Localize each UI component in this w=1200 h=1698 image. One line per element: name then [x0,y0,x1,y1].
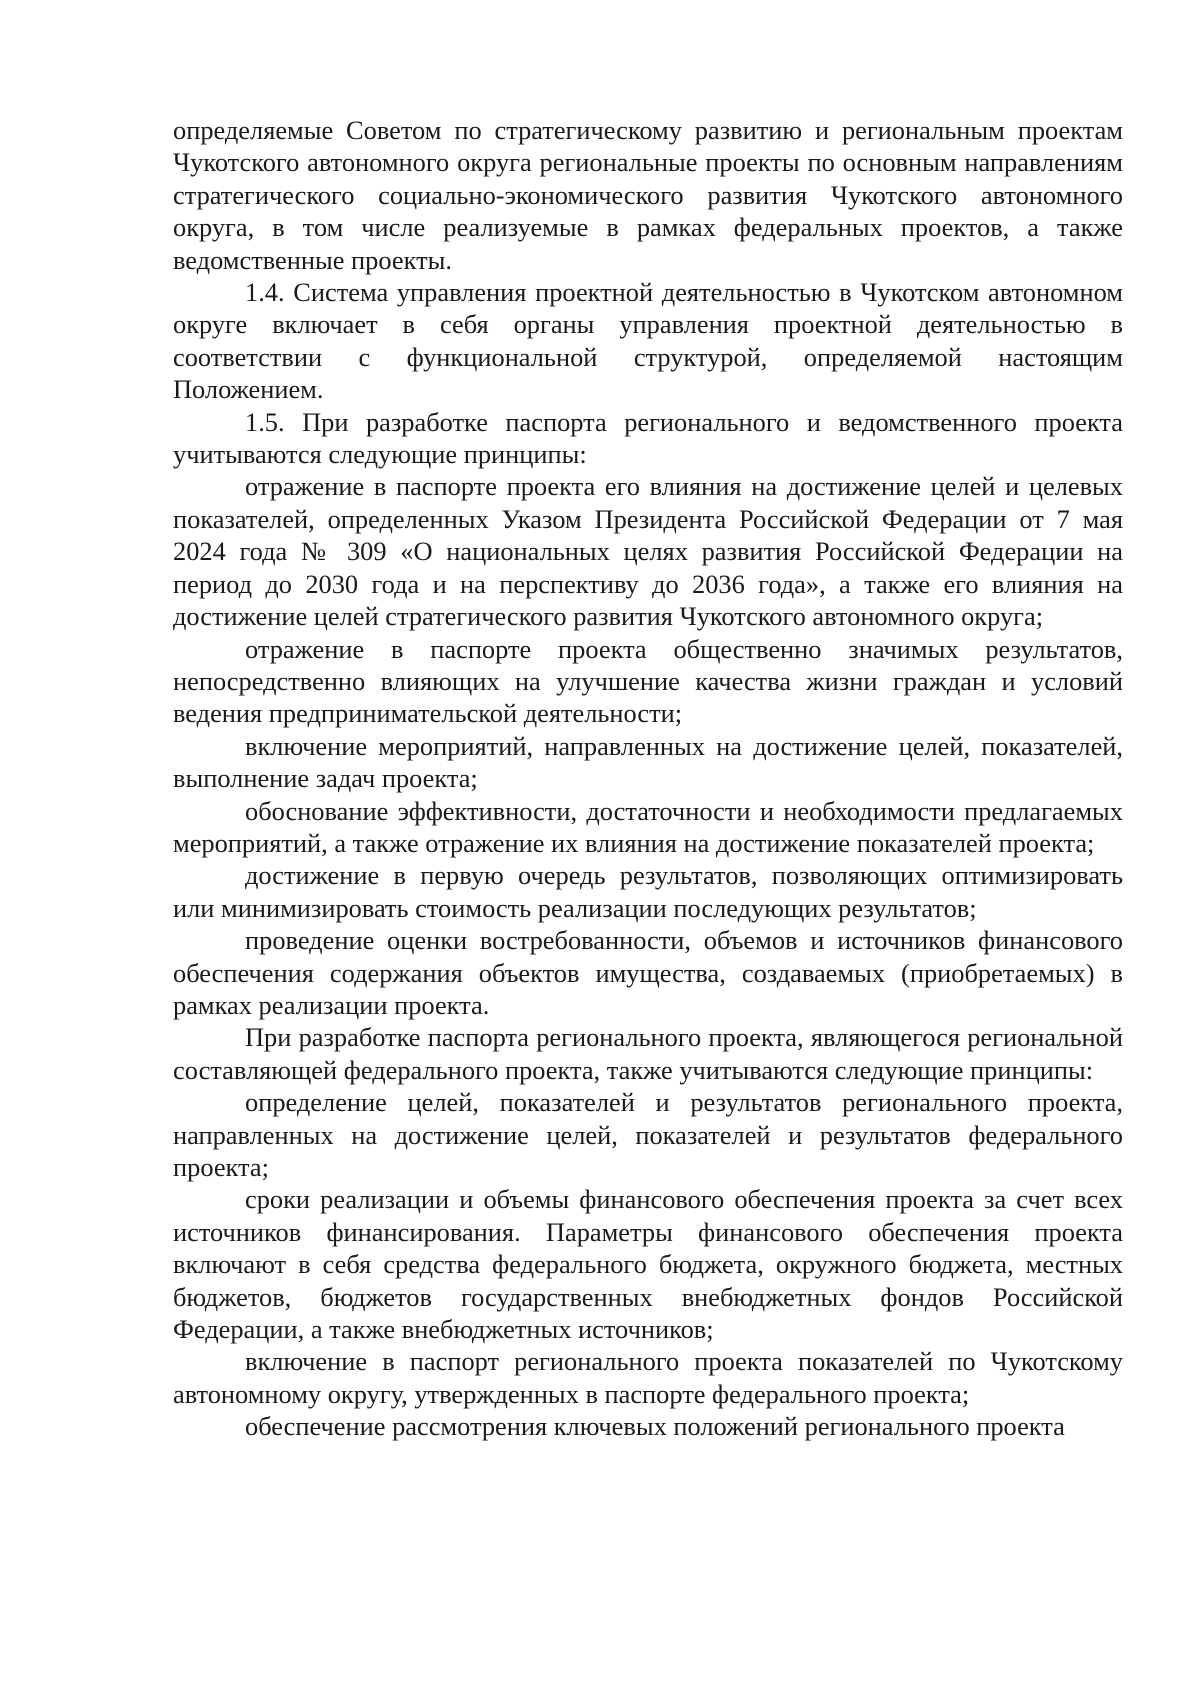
paragraph-principle-indicators: включение в паспорт регионального проекта показателей по Чукотскому автономному округу, утвержденных в паспорте федерального проекта; [173,1346,1123,1409]
paragraph-principle-financing: сроки реализации и объемы финансового обеспечения проекта за счет всех источников финансирования. Параметры финансового обеспечения проекта включают в себя средства федерального бюджета, окружного бюджета, местных бюджетов, бюджетов государственных внебюджетных фондов Российской Федерации, а также внебюджетных источников; [173,1184,1123,1345]
paragraph-principle-influence: отражение в паспорте проекта его влияния на достижение целей и целевых показателей, определенных Указом Президента Российской Федерации от 7 мая 2024 года № 309 «О национальных целях развития Российской Федерации на период до 2030 года и на перспективу до 2036 года», а также его влияния на достижение целей стратегического развития Чукотского автономного округа; [173,471,1123,632]
paragraph-principle-goals: определение целей, показателей и результатов регионального проекта, направленных на достижение целей, показателей и результатов федерального проекта; [173,1087,1123,1182]
paragraph-principle-priority: достижение в первую очередь результатов, позволяющих оптимизировать или минимизировать стоимость реализации последующих результатов; [173,860,1123,923]
paragraph-principle-results: отражение в паспорте проекта общественно значимых результатов, непосредственно влияющих на улучшение качества жизни граждан и условий ведения предпринимательской деятельности; [173,633,1123,729]
paragraph-principle-assessment: проведение оценки востребованности, объемов и источников финансового обеспечения содержания объектов имущества, создаваемых (приобретаемых) в рамках реализации проекта. [173,925,1123,1020]
paragraph-principle-review: обеспечение рассмотрения ключевых положений регионального проекта [245,1411,1065,1442]
paragraph-principle-justification: обоснование эффективности, достаточности и необходимости предлагаемых мероприятий, а также отражение их влияния на достижение показателей проекта; [173,795,1123,858]
document-body [173,114,1123,1443]
paragraph-clause-1-4: 1.4. Система управления проектной деятельностью в Чукотском автономном округе включает в себя органы управления проектной деятельностью в соответствии с функциональной структурой, определяемой настоящим Положением. [173,277,1123,405]
paragraph-continuation: определяемые Советом по стратегическому развитию и региональным проектам Чукотского автономного округа региональные проекты по основным направлениям стратегического социально-экономического развития Чукотского автономного округа, в том числе реализуемые в рамках федеральных проектов, а также ведомственные проекты. [173,115,1123,275]
paragraph-regional-principles: При разработке паспорта регионального проекта, являющегося региональной составляющей федерального проекта, также учитываются следующие принципы: [173,1022,1123,1085]
paragraph-clause-1-5: 1.5. При разработке паспорта регионального и ведомственного проекта учитываются следующие принципы: [173,406,1123,470]
paragraph-principle-activities: включение мероприятий, направленных на достижение целей, показателей, выполнение задач проекта; [173,730,1123,794]
